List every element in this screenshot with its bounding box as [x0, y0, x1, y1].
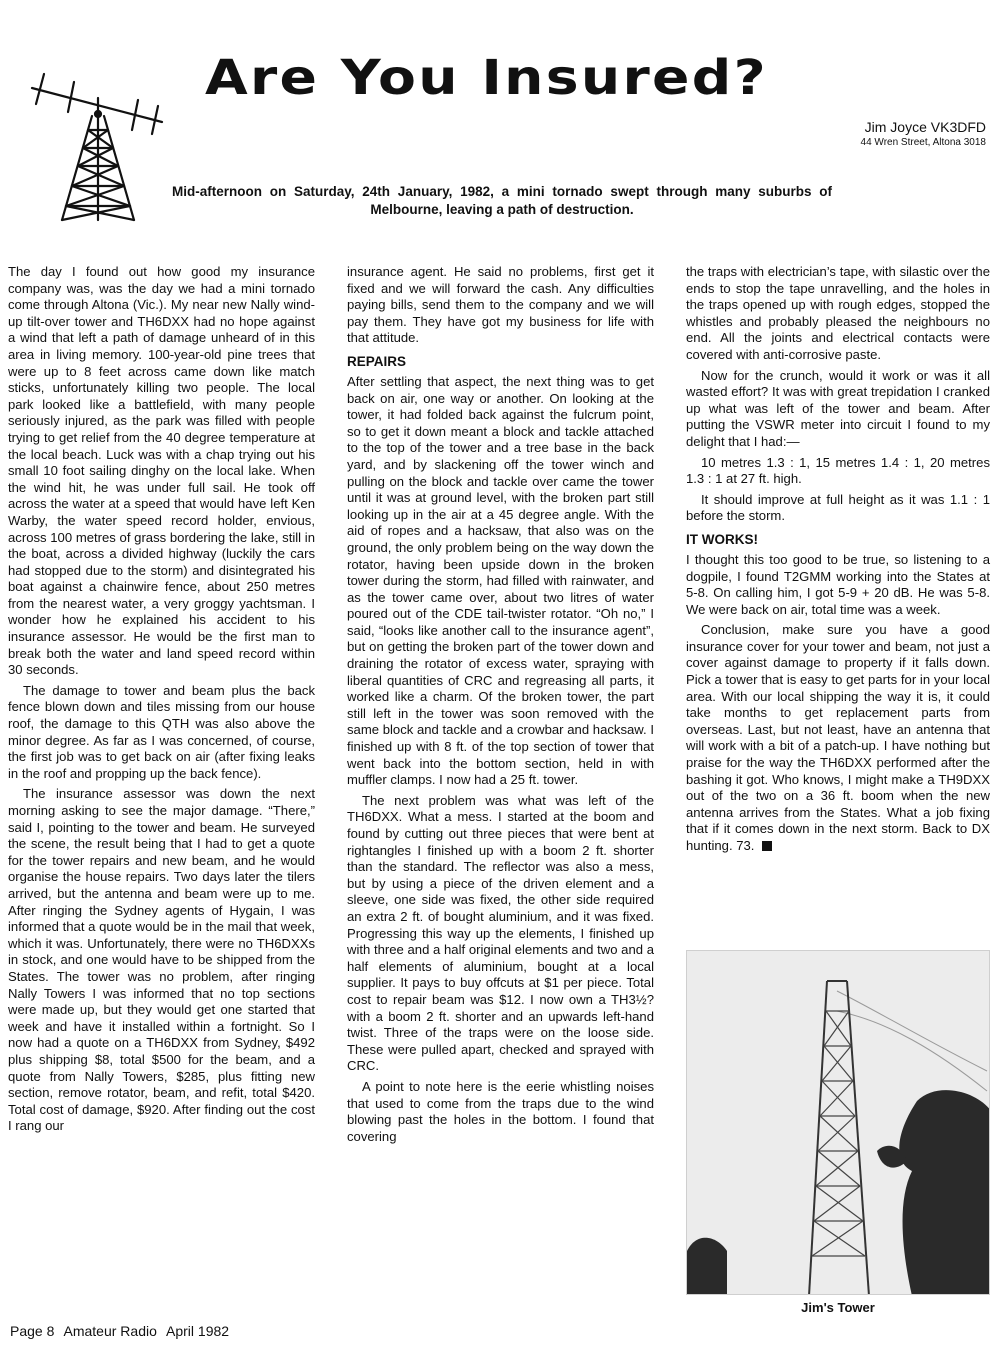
article-title: Are You Insured? — [205, 50, 768, 106]
issue-date: April 1982 — [166, 1323, 230, 1339]
paragraph: It should improve at full height as it was 1.1 : 1 before the storm. — [686, 491, 990, 524]
byline — [861, 118, 986, 150]
paragraph: insurance agent. He said no problems, first get it fixed and we will forward the cash. Any difficulties paying bills, send them to the company and we will pay them. They have got my business for life with that attitude. — [347, 264, 654, 346]
section-heading-it-works: IT WORKS! — [686, 531, 758, 547]
magazine-name: Amateur Radio — [63, 1323, 157, 1339]
paragraph: The damage to tower and beam plus the back fence blown down and tiles missing from our house roof, the damage to this QTH was also above the minor degree. As far as I was concerned, of course, the first job was to get back on air (after fixing leaks in the roof and propping up the back fence). — [8, 682, 315, 781]
author-address: 44 Wren Street, Altona 3018 — [860, 137, 986, 148]
paragraph: After settling that aspect, the next thing was to get back on air, one way or another. On looking at the tower, it had folded back against the fulcrum point, so to get it down meant a block and tackle attached to the top of the tower and a tree base in the back yard, and by slackening off the tower winch and pulling on the block and tackle over came the tower until it was at ground level, with the broken part still looking up in the air at a 45 degree angle. With the aid of ropes and a hacksaw, that also was on the ground, the only problem being on the way down the rotator, having been upside down in the broken tower during the storm, had filled with rainwater, and as the tower came over, about two litres of water poured out of the CDE tail-twister rotator. “Oh no,” I said, “looks like another call to the insurance agent”, but on getting the broken part of the tower down and draining the rotator of excess water, spraying with liberal quantities of CRC and regreasing all parts, it worked like a charm. Of the broken tower, the part still left in the tower was soon removed with the same block and tackle and a crowbar and hacksaw. I finished up with 8 ft. of the top section of tower that went back into the bottom section, held in with muffler clamps. I now had a 25 ft. tower. — [347, 373, 654, 788]
paragraph: The next problem was what was left of the TH6DXX. What a mess. I started at the boom and found by cutting out three pieces that were bent at rightangles I finished up with a boom 2 ft. shorter than the standard. The reflector was also a mess, but by using a piece of the driven element and a sleeve, one side was fixed, the other side required an extra 2 ft. of bought aluminium, and it was fixed. Progressing this way up the elements, I finished up with three and a half original elements and two and a half elements of aluminium, bought at a local supplier. It pays to buy offcuts at $1 per piece. Total cost to repair beam was $12. I now own a TH3½? with a boom 2 ft. shorter and an upwards left-hand twist. Three of the traps were on the loose side. These were pulled apart, checked and sprayed with CRC. — [347, 792, 654, 1074]
section-heading-repairs: REPAIRS — [347, 353, 407, 369]
antenna-tower-icon — [28, 68, 168, 228]
tower-photo — [686, 950, 990, 1295]
paragraph: the traps with electrician’s tape, with silastic over the ends to stop the tape unravelling, and the holes in the traps opened up with rough edges, stopped the whistles and probably pleased the neighbours no end. All the joints and electrical contacts were covered with anti-corrosive paste. — [686, 264, 990, 362]
article-intro: Mid-afternoon on Saturday, 24th January, 1982, a mini tornado swept through many suburbs of Melbourne, leaving a path of destruction. — [172, 184, 832, 217]
photo-caption: Jim's Tower — [801, 1300, 875, 1315]
end-square-icon — [762, 841, 772, 851]
tower-photo-image — [687, 951, 990, 1295]
paragraph: A point to note here is the eerie whistling noises that used to come from the traps due to the wind blowing past the holes in the bottom. I found that covering — [347, 1078, 654, 1144]
page-footer — [10, 1323, 235, 1339]
paragraph — [686, 622, 990, 854]
author-name: Jim Joyce VK3DFD — [864, 119, 986, 135]
column-2 — [347, 264, 654, 1149]
paragraph-text: Conclusion, make sure you have a good insurance cover for your tower and beam, not just a cover against damage to property if it falls down. Pick a tower that is easy to get parts for in your local area. With our local shipping the way it is, it could take months to get replacement parts from overseas. Last, but not least, have an antenna that will work with a bit of a patch-up. I have nothing but praise for the way the TH6DXX performed after the bashing it got. Who knows, I might make a TH9DXX out of the two on a 36 ft. boom when the new antenna arrives from the States. What a job fixing that if it comes down in the next storm. Back to DX hunting. 73. — [686, 622, 990, 853]
paragraph: Now for the crunch, would it work or was it all wasted effort? It was with great trepidation I cranked up what was left of the tower and beam. After putting the VSWR meter into circuit I found to my delight that I had:— — [686, 367, 990, 449]
page-number: Page 8 — [10, 1323, 55, 1339]
paragraph: I thought this too good to be true, so listening to a dogpile, I found T2GMM working into the States at 5-8. On calling him, I got 5-9 + 20 dB. He was 5-8. We were back on air, total time was a week. — [686, 551, 990, 617]
paragraph: 10 metres 1.3 : 1, 15 metres 1.4 : 1, 20 metres 1.3 : 1 at 27 ft. high. — [686, 454, 990, 487]
paragraph: The insurance assessor was down the next morning asking to see the major damage. “There,” said I, pointing to the tower and beam. He surveyed the scene, the result being that I had to get a quote for the tower repairs and new beam, and he would organise the house repairs. Two days later the tilers arrived, but the antenna and beam were up to me. After ringing the Sydney agents of Hygain, I was informed that a quote would be in the mail that week, which it was. Unfortunately, there were no TH6DXXs in stock, and one would have to be shipped from the States. The tower was no problem, after ringing Nally Towers I was informed that no top sections were made up, but they would get one started that week and have it installed within a fortnight. So I now had a quote on a TH6DXX from Sydney, $492 plus shipping $8, total $500 for the beam, and a quote from Nally Towers, $285, plus fitting new section, remove rotator, beam, and refit, total $420. Total cost of damage, $920. After finding out the cost I rang our — [8, 786, 315, 1134]
paragraph: The day I found out how good my insurance company was, was the day we had a mini tornado come through Altona (Vic.). My near new Nally wind-up tilt-over tower and TH6DXX had no hope against a wind that left a path of damage unheard of in this area in living memory. 100-year-old pine trees that were up to 8 feet across came down like match sticks, unfortunately killing two people. The local park looked like a battlefield, with many people seriously injured, as the park was filled with people trying to get relief from the 40 degree temperature at the local beach. Luck was with a chap trying out his small 10 foot sailing dinghy on the local lake. When the wind hit, he was under full sail. He took off across the water at a speed that would have left Ken Warby, the water speed record holder, envious, across 100 metres of grass bordering the lake, still in the boat, across a divided highway (luckily the cars had stopped due to the storm) and disintegrated his boat against a chainwire fence, about 250 metres from the nearest water, a very groggy yachtsman. I wonder how he explained his accident to his insurance assessor. He would be the first man to break both the water and land speed record within 30 seconds. — [8, 264, 315, 678]
column-1 — [8, 264, 315, 1139]
column-3 — [686, 264, 990, 859]
